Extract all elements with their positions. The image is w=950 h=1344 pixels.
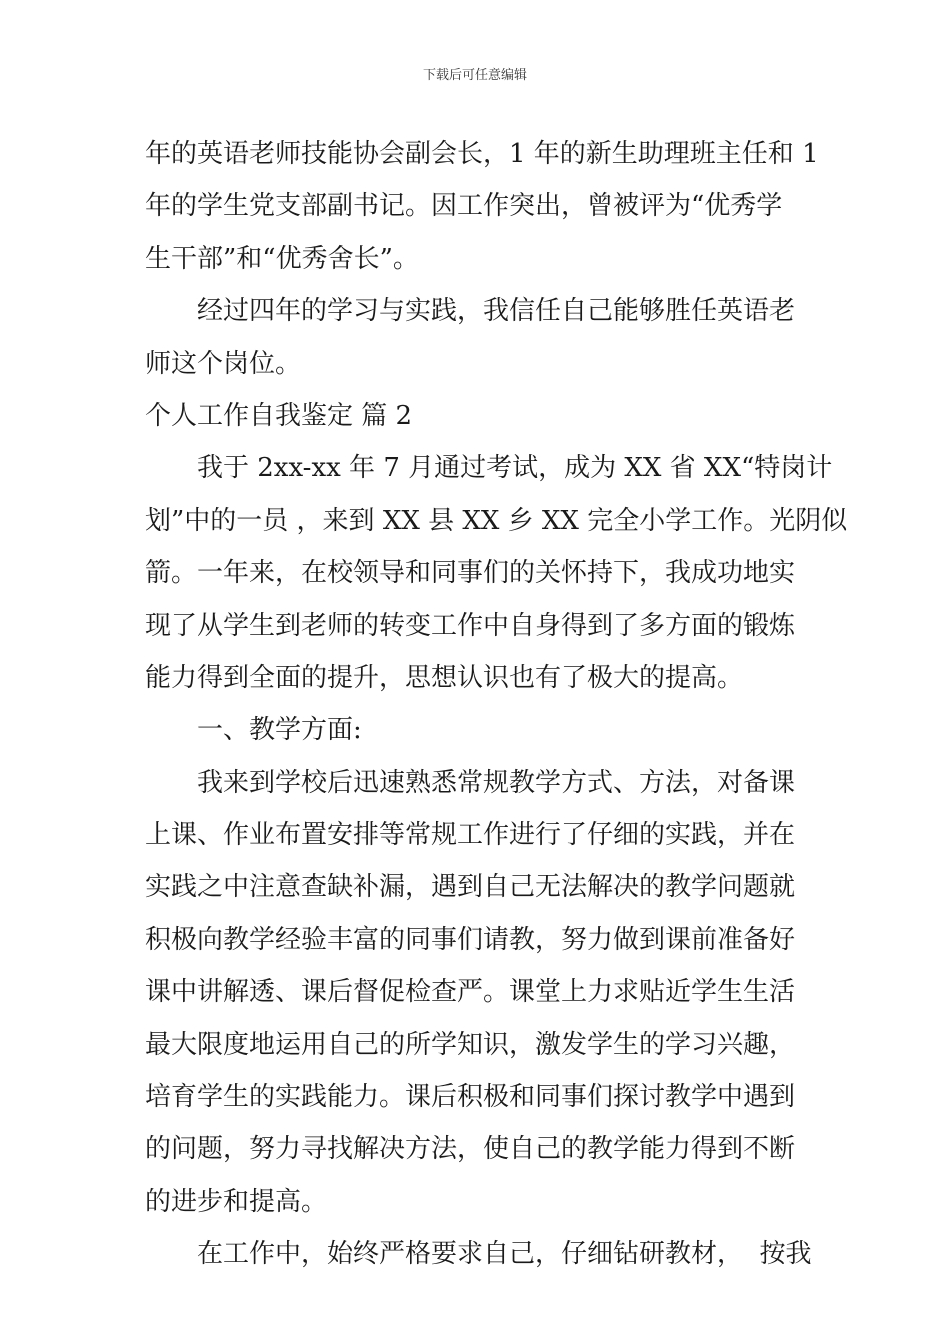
- text-line: 箭。一年来，在校领导和同事们的关怀持下，我成功地实: [145, 558, 796, 589]
- text-line: 能力得到全面的提升，思想认识也有了极大的提高。: [145, 662, 744, 693]
- section-heading: 个人工作自我鉴定 篇 2: [145, 400, 413, 431]
- text-line: 我来到学校后迅速熟悉常规教学方式、方法，对备课: [197, 767, 796, 798]
- header-note: 下载后可任意编辑: [422, 68, 527, 83]
- subsection-heading: 一、教学方面:: [197, 715, 362, 746]
- text-line: 的问题，努力寻找解决方法，使自己的教学能力得到不断: [145, 1134, 796, 1165]
- text-line: 经过四年的学习与实践，我信任自己能够胜任英语老: [197, 296, 796, 327]
- document-body: [145, 128, 848, 1281]
- text-line: 年的英语老师技能协会副会长，1 年的新生助理班主任和 1: [145, 139, 819, 169]
- text-line: 在工作中，始终严格要求自己，仔细钻研教材， 按我: [197, 1239, 812, 1270]
- text-line: 师这个岗位。: [145, 348, 302, 379]
- text-line: 实践之中注意查缺补漏，遇到自己无法解决的教学问题就: [145, 872, 796, 903]
- text-line: 培育学生的实践能力。课后积极和同事们探讨教学中遇到: [145, 1082, 796, 1113]
- text-line: 最大限度地运用自己的所学知识，激发学生的学习兴趣，: [145, 1029, 796, 1060]
- text-line: 的进步和提高。: [145, 1186, 328, 1217]
- text-line: 我于 2xx-xx 年 7 月通过考试，成为 XX 省 XX“特岗计: [197, 453, 833, 484]
- text-line: 现了从学生到老师的转变工作中自身得到了多方面的锻炼: [145, 610, 796, 641]
- text-line: 年的学生党支部副书记。因工作突出，曾被评为“优秀学: [145, 191, 783, 222]
- text-line: 积极向教学经验丰富的同事们请教，努力做到课前准备好: [145, 924, 796, 955]
- text-line: 上课、作业布置安排等常规工作进行了仔细的实践，并在: [145, 820, 796, 851]
- text-line: 课中讲解透、课后督促检查严。课堂上力求贴近学生生活: [145, 977, 796, 1008]
- text-line: 生干部”和“优秀舍长”。: [145, 243, 419, 274]
- text-line: 划”中的一员 ，来到 XX 县 XX 乡 XX 完全小学工作。光阴似: [145, 505, 848, 536]
